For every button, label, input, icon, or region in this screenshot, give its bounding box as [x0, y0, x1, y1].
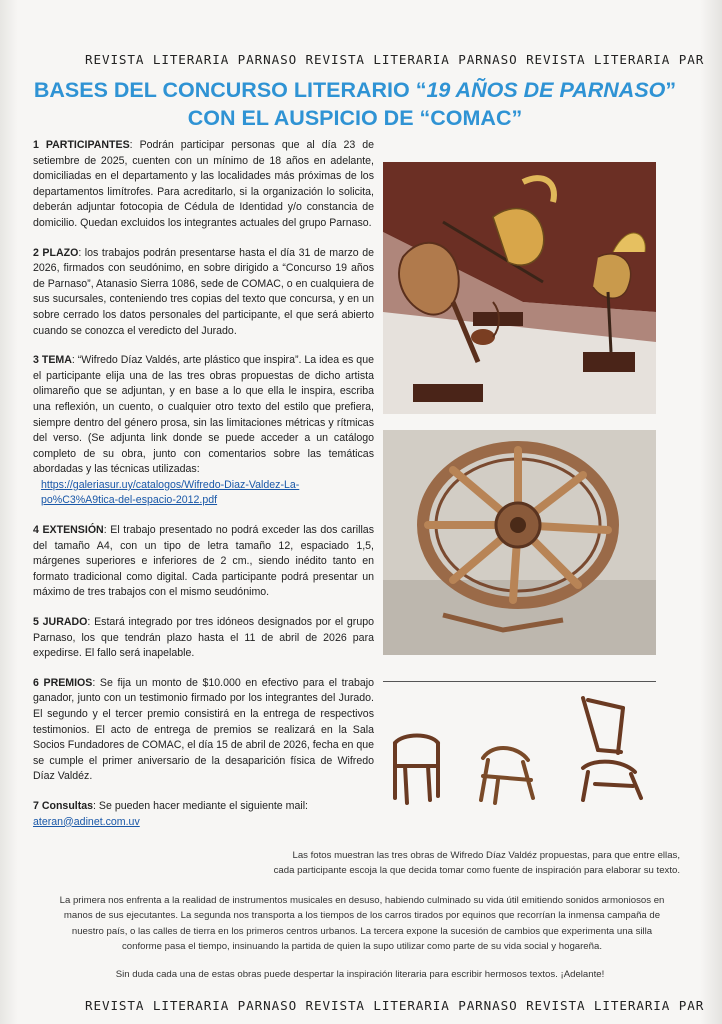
section-body: : “Wifredo Díaz Valdés, arte plástico que inspira”. La idea es que el participante elija una de las tres obras propuestas de dicho artista olimareño que se adjuntan, y en base a lo que ella le inspira, escriba una reflexión, un cuento, o cualquier otro texto del estilo que prefiera, siempre dentro del género prosa, sin las limitaciones métricas y rítmicas del verso. (Se adjunta link donde se puede acceder a un catálogo completo de su obra, junto con comentarios sobre las temáticas abordadas y las técnicas utilizadas: — [33, 354, 374, 476]
closing-line: Sin duda cada una de estas obras puede despertar la inspiración literaria para escribir hermosos textos. ¡Adelante! — [115, 969, 605, 980]
section-extension — [33, 523, 374, 601]
section-participantes — [33, 138, 374, 232]
section-body: : Se pueden hacer mediante el siguiente mail: — [93, 799, 308, 812]
section-heading: 4 EXTENSIÓN — [33, 524, 104, 537]
section-body: : Estará integrado por tres idóneos designados por el grupo Parnaso, los que tendrán plazo hasta el 11 de abril de 2026 para expedirse. El fallo será inapelable. — [33, 616, 374, 660]
section-plazo — [33, 246, 374, 340]
section-consultas — [33, 799, 374, 830]
header-band: REVISTA LITERARIA PARNASO REVISTA LITERARIA PARNASO REVISTA LITERARIA PAR — [85, 52, 705, 67]
section-body: : Se fija un monto de $10.000 en efectivo para el trabajo ganador, junto con un testimonio firmado por los integrantes del Jurado. El segundo y el tercer premio consistirá en la entrega de respectivos testimonios. El acto de entrega de premios se realizará en la Sala Socios Fundadores de COMAC, el día 15 de abril de 2026, fecha en que se cumple el primer aniversario de la desaparición física de Wifredo Díaz Valdéz. — [33, 676, 374, 783]
section-heading: 7 Consultas — [33, 799, 94, 812]
catalog-link[interactable]: https://galeriasur.uy/catalogos/Wifredo-Diaz-Valdez-La- po%C3%A9tica-del-espacio-2012.pdf — [41, 478, 300, 507]
page-title-line1: BASES DEL CONCURSO LITERARIO “19 AÑOS DE PARNASO” — [33, 78, 677, 102]
section-jurado — [33, 615, 374, 662]
section-tema — [33, 353, 374, 509]
section-heading: 3 TEMA — [33, 354, 72, 367]
photo-wagon-wheel — [383, 430, 656, 655]
photo-chair-sequence — [383, 688, 656, 810]
section-heading: 2 PLAZO — [33, 246, 79, 259]
photo-violin-sculptures — [383, 162, 656, 414]
section-body: : El trabajo presentado no podrá exceder las dos carillas del tamaño A4, con un tipo de letra tamaño 12, espaciado 1,5, márgenes superiores e inferiores de 2 cm., siendo inédito tanto en formato tradicional como digital. Cada participante podrá presentar un máximo de tres trabajos con el mismo seudónimo. — [33, 524, 374, 599]
footer-band: REVISTA LITERARIA PARNASO REVISTA LITERARIA PARNASO REVISTA LITERARIA PAR — [85, 998, 705, 1013]
section-premios — [33, 676, 374, 785]
section-heading: 1 PARTICIPANTES — [33, 139, 130, 151]
photo-caption: Las fotos muestran las tres obras de Wifredo Díaz Valdéz propuestas, para que entre ellas, cada participante escoja la que decida tomar como fuente de inspiración para elaborar su texto. — [273, 850, 680, 876]
contact-email-link[interactable]: ateran@adinet.com.uv — [33, 815, 140, 828]
photo-divider — [383, 681, 656, 682]
section-body: : los trabajos podrán presentarse hasta el día 31 de marzo de 2026, firmados con seudónimo, en sobre dirigido a “Concurso 19 años de Parnaso”, Atanasio Sierra 1086, sede de COMAC, o en cualquiera de sus sucursales, conteniendo tres copias del texto que concursa, y en un sobre cerrado los datos personales del participante, el que será abierto cuando se conozca el veredicto del Jurado. — [33, 246, 374, 337]
works-description: La primera nos enfrenta a la realidad de instrumentos musicales en desuso, habiendo culminado su vida útil emitiendo sonidos armoniosos en manos de sus ejecutantes. La segunda nos transporta a los tiempos de los carros tirados por equinos que recorrían la inmensa campaña de nuestro país, o las calles de tierra en los primeros centros urbanos. La tercera expone la sucesión de cambios que experimenta una silla conforme pasa el tiempo, insinuando la partida de quien la supo utilizar como parte de su vida social y hogareña. — [59, 895, 665, 953]
rules-column — [33, 138, 374, 844]
section-heading: 6 PREMIOS — [33, 676, 93, 689]
page-title-line2: CON EL AUSPICIO DE “COMAC” — [187, 106, 523, 130]
section-heading: 5 JURADO — [33, 616, 88, 629]
section-body: : Podrán participar personas que al día 23 de setiembre de 2025, cuenten con un mínimo de 18 años en adelante, domiciliadas en el departamento y las localidades más próximas de los departamentos limítrofes. Para acreditarlo, si la organización lo solicita, deberán adjuntar fotocopia de Cédula de Identidad y/o constancia de domicilio. Quedan excluidos los integrantes actuales del grupo Parnaso. — [33, 139, 375, 229]
